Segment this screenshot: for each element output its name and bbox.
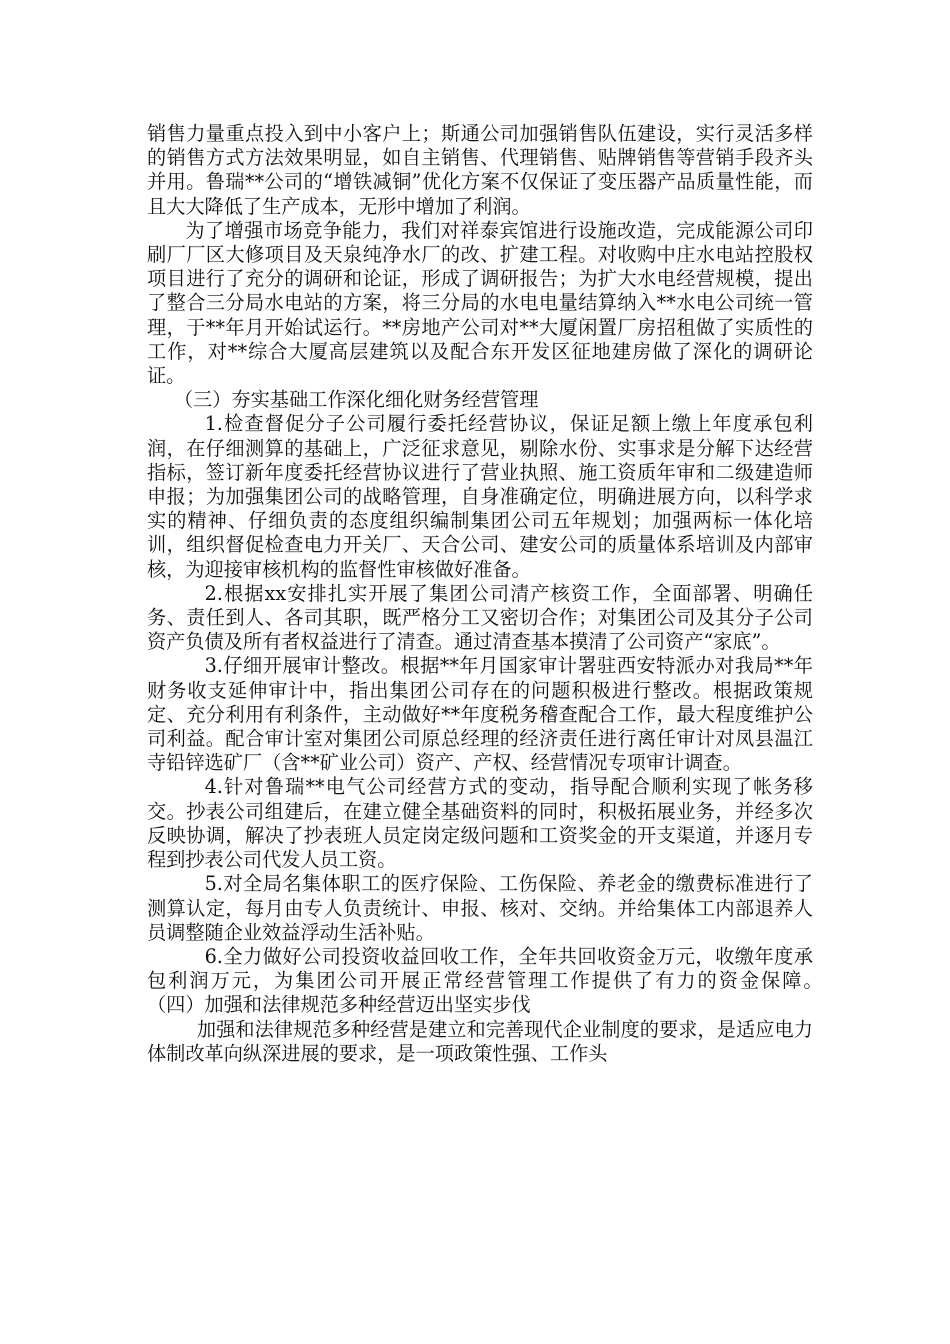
list-item-1: 1.检查督促分子公司履行委托经营协议，保证足额上缴上年度承包利润，在仔细测算的基础上，广泛征求意见，剔除水份、实事求是分解下达经营指标，签订新年度委托经营协议进行了营业执照、施工资质年审和二级建造师申报；为加强集团公司的战略管理，自身准确定位，明确进展方向，以科学求实的精神、仔细负责的态度组织编制集团公司五年规划；加强两标一体化培训，组织督促检查电力开关厂、天合公司、建安公司的质量体系培训及内部审核，为迎接审核机构的监督性审核做好准备。 <box>147 412 813 581</box>
document-page <box>147 122 871 1066</box>
list-item-5: 5.对全局名集体职工的医疗保险、工伤保险、养老金的缴费标准进行了测算认定，每月由专人负责统计、申报、核对、交纳。并给集体工内部退养人员调整随企业效益浮动生活补贴。 <box>147 872 813 944</box>
section-heading-3: （三）夯实基础工作深化细化财务经营管理 <box>173 388 539 412</box>
list-item-3: 3.仔细开展审计整改。根据**年月国家审计署驻西安特派办对我局**年财务收支延伸审计中，指出集团公司存在的问题积极进行整改。根据政策规定、充分利用有利条件，主动做好**年度税务稽查配合工作，最大程度维护公司利益。配合审计室对集团公司原总经理的经济责任进行离任审计对凤县温江寺铅锌选矿厂（含**矿业公司）资产、产权、经营情况专项审计调查。 <box>147 654 813 775</box>
list-item-6: 6.全力做好公司投资收益回收工作，全年共回收资金万元，收缴年度承包利润万元，为集团公司开展正常经营管理工作提供了有力的资金保障。 （四）加强和法律规范多种经营迈出坚实步伐 <box>147 944 871 1017</box>
paragraph-diversified-operations: 加强和法律规范多种经营是建立和完善现代企业制度的要求，是适应电力体制改革向纵深进展的要求，是一项政策性强、工作头 <box>147 1017 813 1065</box>
paragraph-competitiveness: 为了增强市场竞争能力，我们对祥泰宾馆进行设施改造，完成能源公司印刷厂厂区大修项目及天泉纯净水厂的改、扩建工程。对收购中庄水电站控股权项目进行了充分的调研和论证，形成了调研报告；为扩大水电经营规模，提出了整合三分局水电站的方案，将三分局的水电电量结算纳入**水电公司统一管理，于**年月开始试运行。**房地产公司对**大厦闲置厂房招租做了实质性的工作，对**综合大厦高层建筑以及配合东开发区征地建房做了深化的调研论证。 <box>147 218 813 388</box>
list-item-2: 2.根据xx安排扎实开展了集团公司清产核资工作，全面部署、明确任务、责任到人、各司其职，既严格分工又密切合作；对集团公司及其分子公司资产负债及所有者权益进行了清查。通过清查基本摸清了公司资产“家底”。 <box>147 581 813 654</box>
list-item-4: 4.针对鲁瑞**电气公司经营方式的变动，指导配合顺利实现了帐务移交。抄表公司组建后，在建立健全基础资料的同时，积极拓展业务，并经多次反映协调，解决了抄表班人员定岗定级问题和工资奖金的开支渠道，并逐月专程到抄表公司代发人员工资。 <box>147 775 813 872</box>
paragraph-sales: 销售力量重点投入到中小客户上；斯通公司加强销售队伍建设，实行灵活多样的销售方式方法效果明显，如自主销售、代理销售、贴牌销售等营销手段齐头并用。鲁瑞**公司的“增铁减铜”优化方案不仅保证了变压器产品质量性能，而且大大降低了生产成本，无形中增加了利润。 <box>147 122 813 218</box>
